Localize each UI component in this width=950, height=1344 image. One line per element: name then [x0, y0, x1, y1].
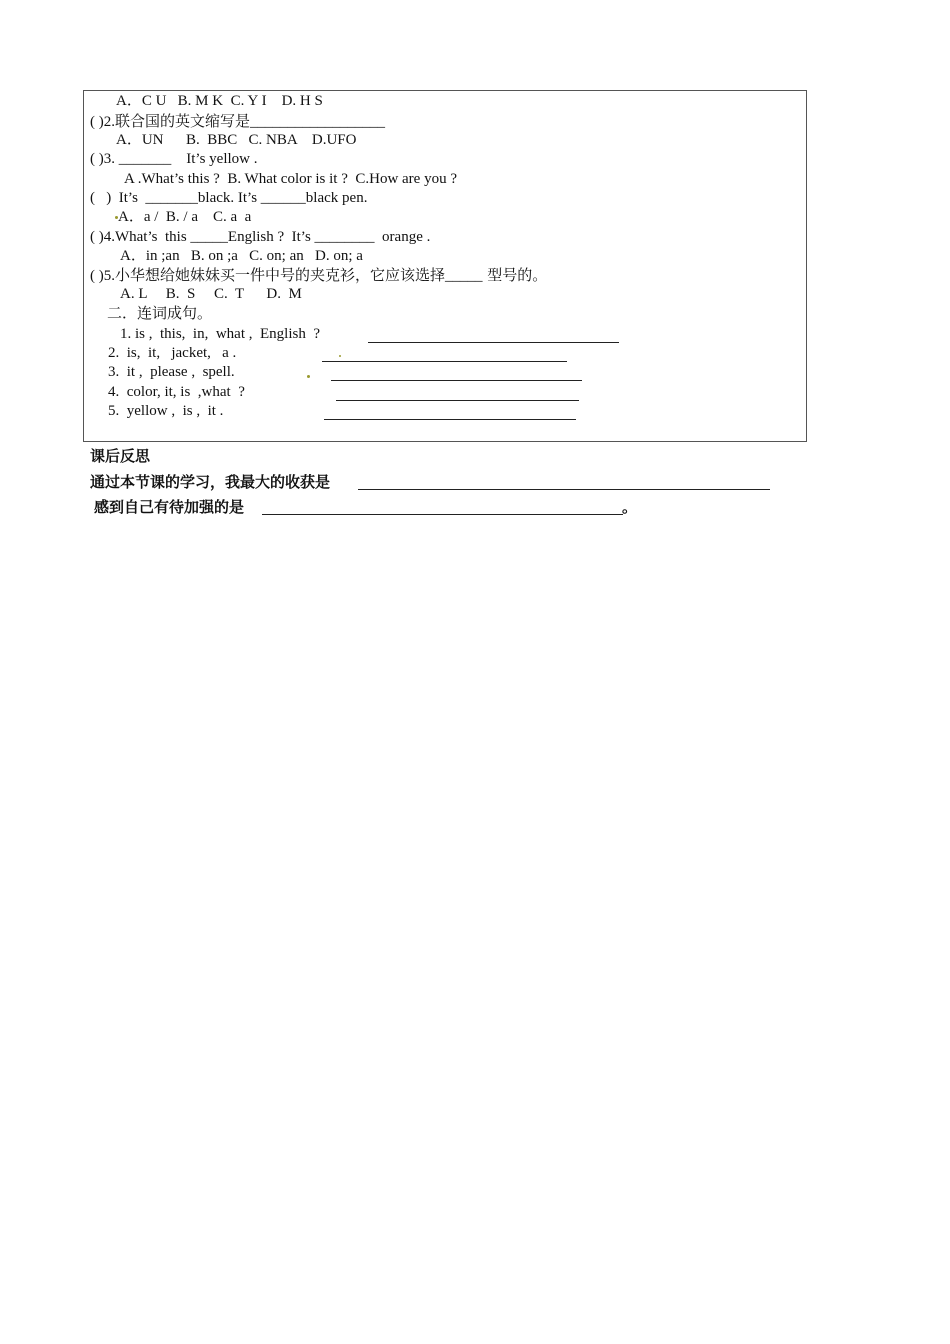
sentence-item-5: 5. yellow , is , it .: [108, 403, 224, 419]
sentence-item-3: 3. it , please , spell.: [108, 364, 235, 380]
q4-options: A．in ;an B. on ;a C. on; an D. on; a: [120, 248, 363, 264]
section2-title: 二．连词成句。: [107, 304, 213, 322]
reflection-title: 课后反思: [90, 447, 151, 465]
q3b-options: A．a / B. / a C. a a: [118, 209, 252, 225]
marker-dot: [339, 355, 341, 357]
answer-line-2[interactable]: [322, 361, 567, 362]
reflection-answer-1[interactable]: [358, 489, 770, 490]
reflection-answer-2[interactable]: [262, 514, 623, 515]
q2-text: 联合国的英文缩写是: [115, 112, 251, 130]
q5-text: 小华想给她妹妹买一件中号的夹克衫，它应该选择: [115, 266, 446, 284]
q2-options: A．UN B. BBC C. NBA D.UFO: [116, 132, 357, 148]
q2-prefix: ( )2.: [90, 114, 115, 130]
q3-options: A .What’s this ? B. What color is it ? C.How are you ?: [124, 171, 457, 187]
answer-line-5[interactable]: [324, 419, 576, 420]
sentence-item-1: 1. is , this, in, what , English ?: [120, 326, 320, 342]
q5-blank[interactable]: _____: [445, 268, 483, 284]
reflection-line-1: 通过本节课的学习，我最大的收获是: [90, 473, 331, 491]
marker-dot: [307, 375, 310, 378]
question-5: [90, 266, 547, 286]
sentence-item-4: 4. color, it, is ,what ?: [108, 384, 245, 400]
q5-suffix: 型号的。: [482, 266, 548, 284]
q5-options: A. L B. S C. T D. M: [120, 286, 302, 302]
sentence-item-2: 2. is, it, jacket, a .: [108, 345, 237, 361]
question-4: ( )4.What’s this _____English ? It’s ________ orange .: [90, 229, 431, 245]
q5-prefix: ( )5.: [90, 268, 115, 284]
question-3: ( )3. _______ It’s yellow .: [90, 151, 258, 167]
answer-line-3[interactable]: [331, 380, 582, 381]
reflection-line-2-end: 。: [622, 498, 638, 516]
answer-line-4[interactable]: [336, 400, 579, 401]
reflection-line-2: 感到自己有待加强的是: [94, 498, 245, 516]
question-3b: ( ) It’s _______black. It’s ______black pen.: [90, 190, 368, 206]
answer-line-1[interactable]: [368, 342, 619, 343]
q2-blank[interactable]: __________________: [250, 114, 386, 130]
question-2: [90, 112, 385, 132]
q1-options: A．C U B. M K C. Y I D. H S: [116, 93, 323, 109]
